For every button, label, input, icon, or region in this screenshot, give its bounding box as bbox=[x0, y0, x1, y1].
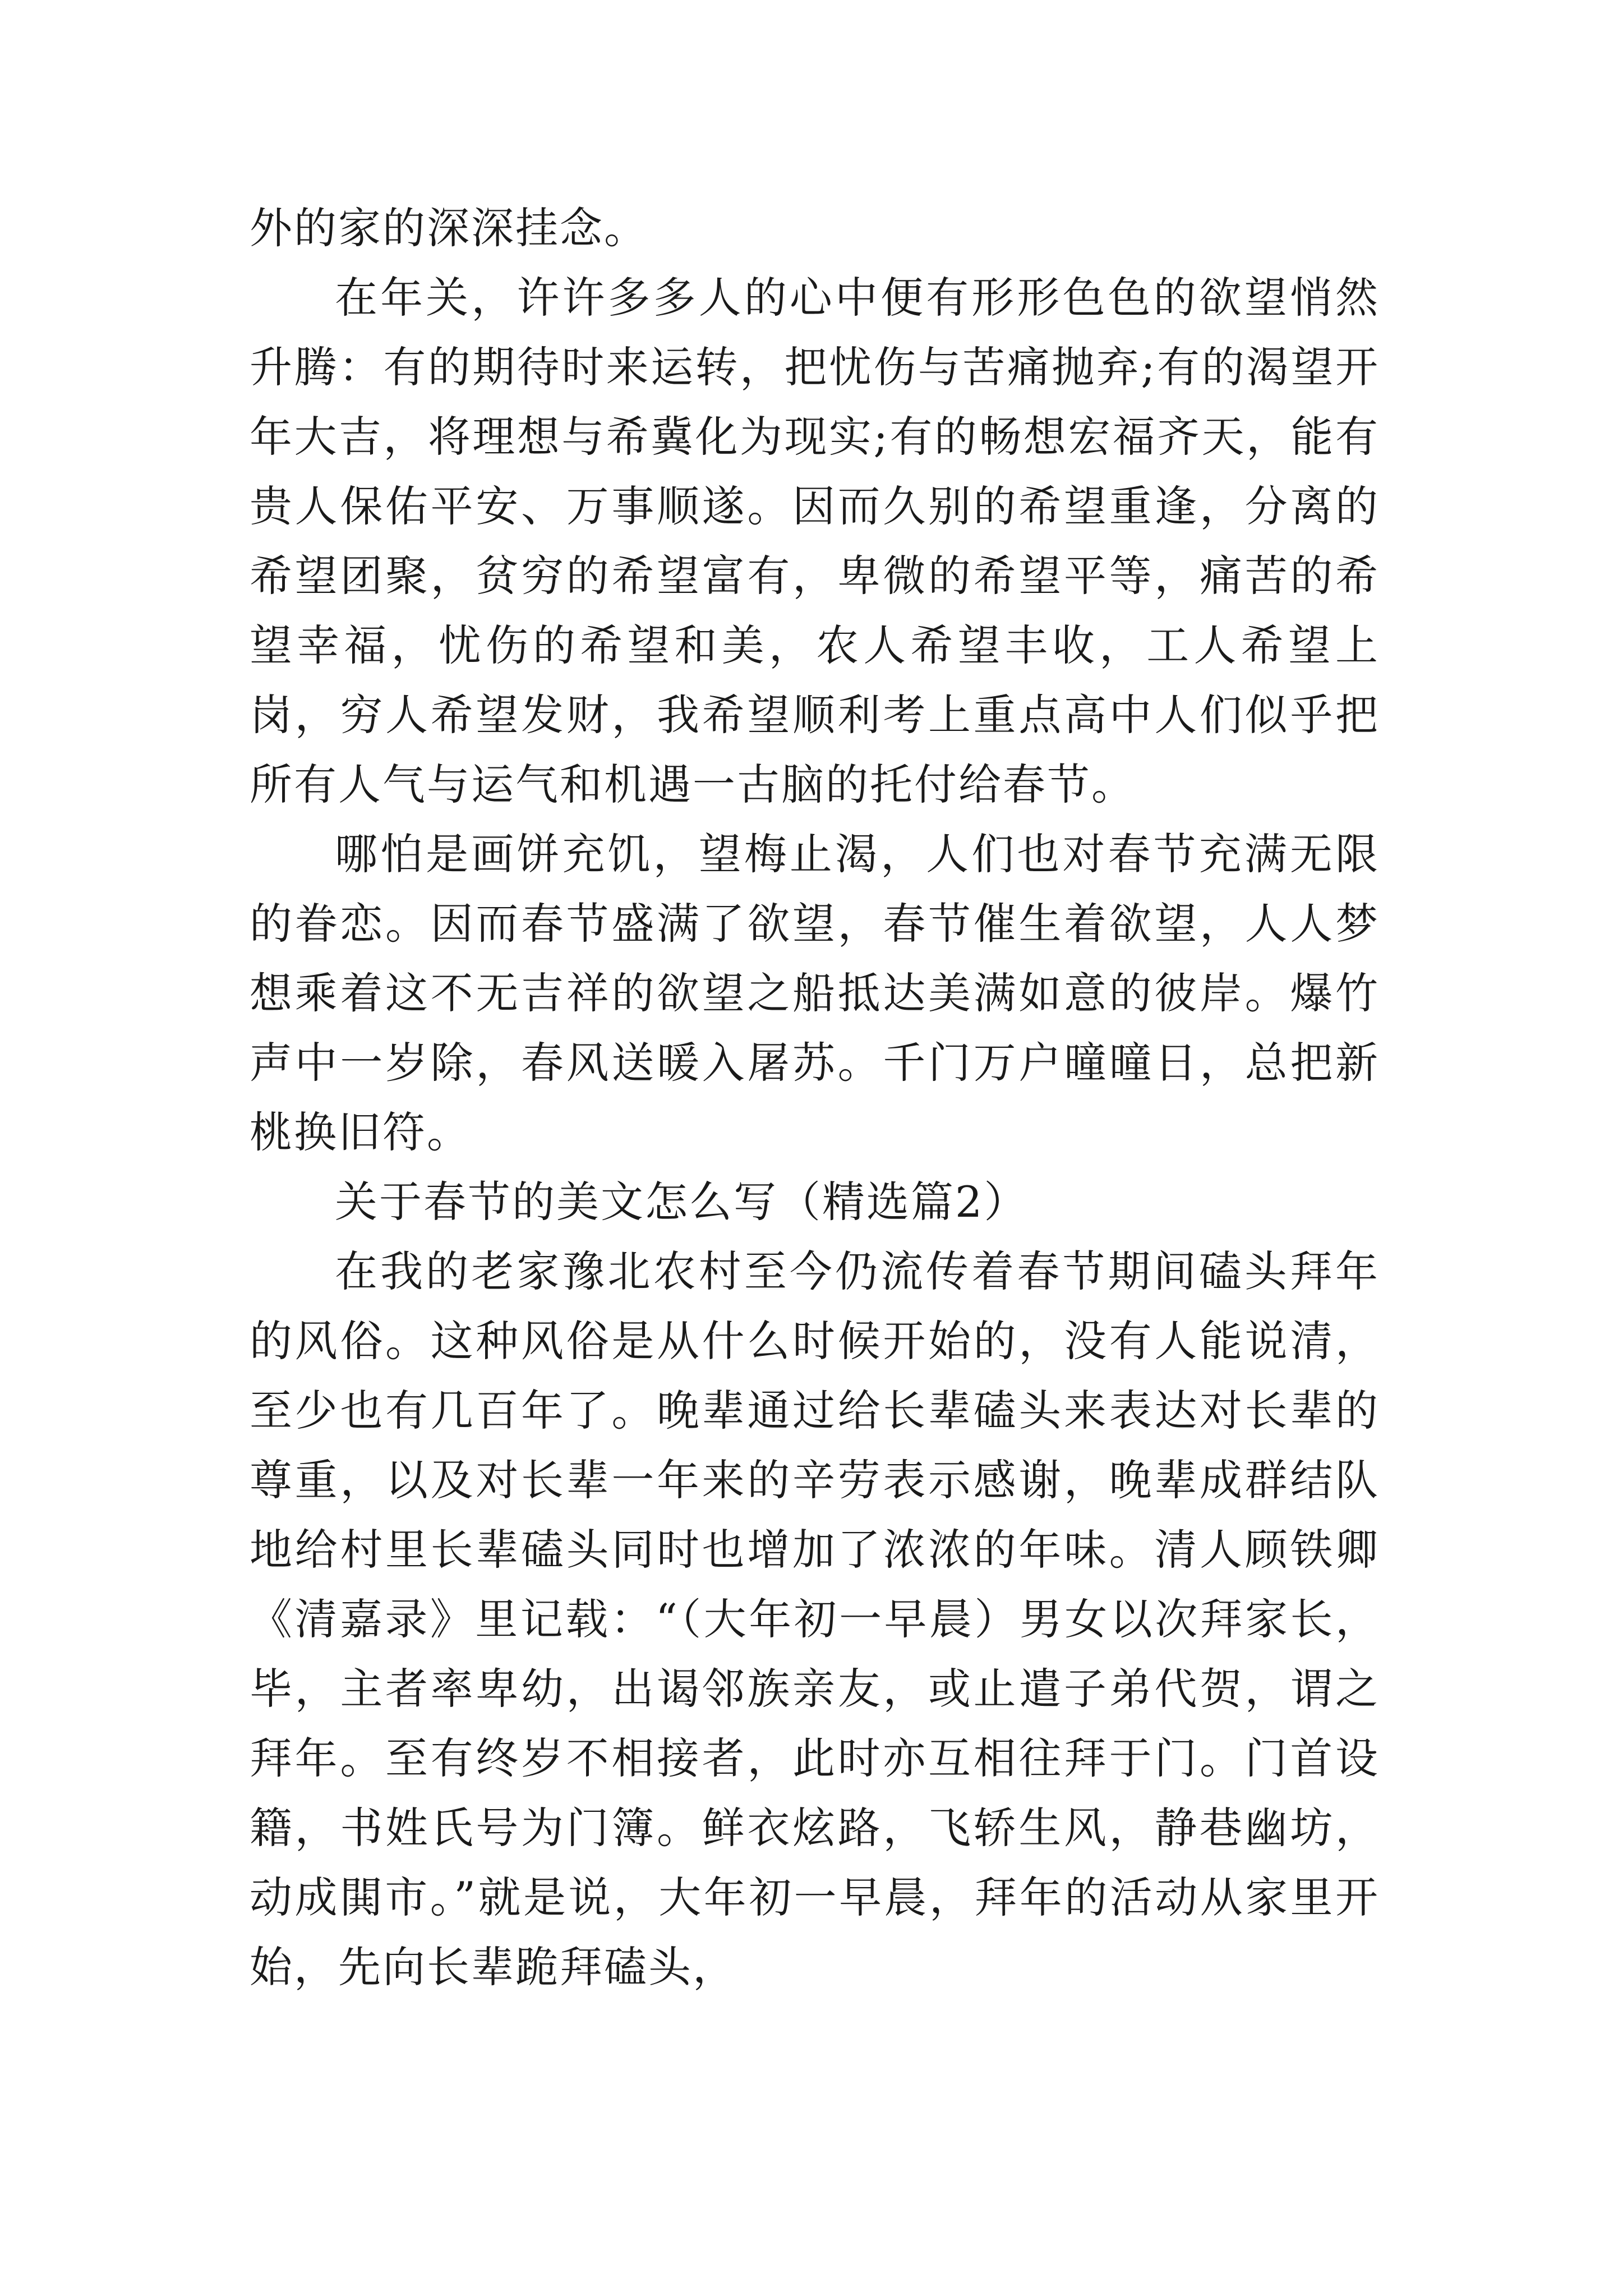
paragraph-continuation: 外的家的深深挂念。 bbox=[250, 203, 648, 253]
paragraph-kowtow-custom: 在我的老家豫北农村至今仍流传着春节期间磕头拜年的风俗。这种风俗是从什么时候开始的，没有人能说清，至少也有几百年了。晚辈通过给长辈磕头来表达对长辈的尊重，以及对长辈一年来的辛劳表示感谢，晚辈成群结队地给村里长辈磕头同时也增加了浓浓的年味。清人顾铁卿《清嘉录》里记载：“（大年初一早晨）男女以次拜家长，毕，主者率卑幼，出谒邻族亲友，或止遣子弟代贺，谓之拜年。至有终岁不相接者，此时亦互相往拜于门。门首设籍，书姓氏号为门簿。鲜衣炫路，飞轿生风，静巷幽坊，动成閧市。”就是说，大年初一早晨，拜年的活动从家里开始，先向长辈跪拜磕头， bbox=[250, 1246, 1380, 1992]
document-body bbox=[250, 194, 1380, 2002]
paragraph-spring-festival-longing: 哪怕是画饼充饥，望梅止渴，人们也对春节充满无限的眷恋。因而春节盛满了欲望，春节催生着欲望，人人梦想乘着这不无吉祥的欲望之船抵达美满如意的彼岸。爆竹声中一岁除，春风送暖入屠苏。千门万户曈曈日，总把新桃换旧符。 bbox=[250, 829, 1380, 1157]
section-heading: 关于春节的美文怎么写（精选篇2） bbox=[335, 1177, 1029, 1227]
paragraph-new-year-wishes: 在年关，许许多多人的心中便有形形色色的欲望悄然升腾：有的期待时来运转，把忧伤与苦痛抛弃;有的渴望开年大吉，将理想与希冀化为现实;有的畅想宏福齐天，能有贵人保佑平安、万事顺遂。因而久别的希望重逢，分离的希望团聚，贫穷的希望富有，卑微的希望平等，痛苦的希望幸福，忧伤的希望和美，农人希望丰收，工人希望上岗，穷人希望发财，我希望顺利考上重点高中人们似乎把所有人气与运气和机遇一古脑的托付给春节。 bbox=[250, 273, 1380, 809]
